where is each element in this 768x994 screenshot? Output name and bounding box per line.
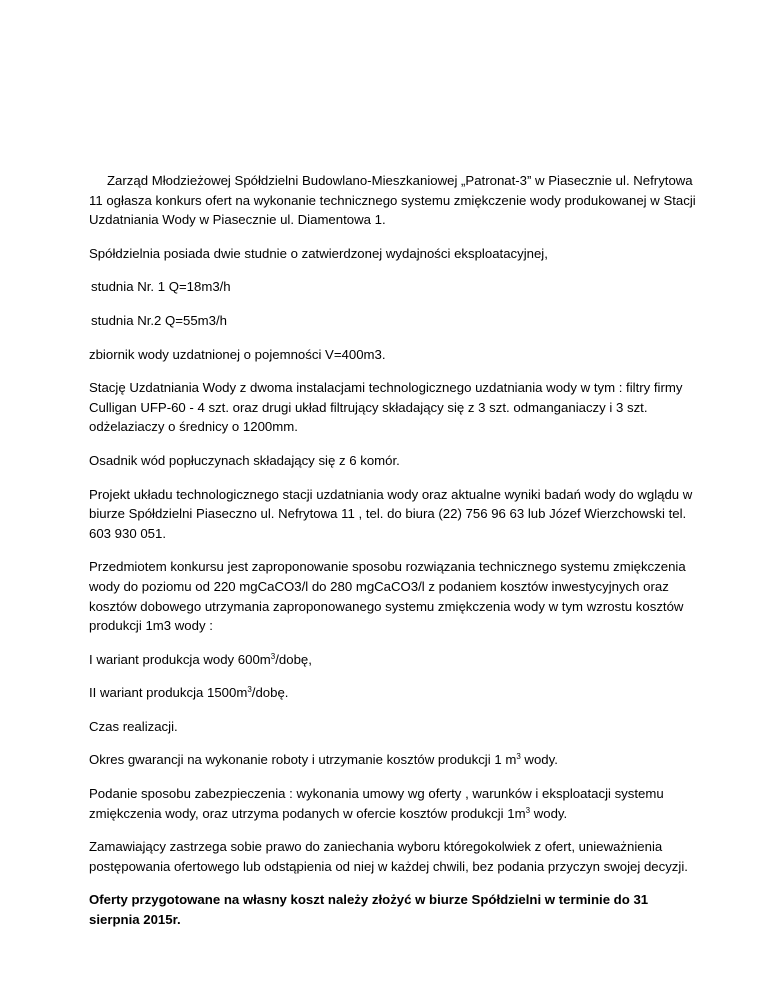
settler-paragraph: Osadnik wód popłuczynach składający się z 6 komór. (89, 452, 400, 468)
reservation-paragraph: Zamawiający zastrzega sobie prawo do zaniechania wyboru któregokolwiek z ofert, unieważnienia postępowania ofertowego lub odstąpienia od niej w każdej chwili, bez podania przyczyn swojej decyzji. (89, 839, 688, 874)
security-paragraph (89, 784, 701, 823)
warranty-superscript: 3 (516, 752, 521, 762)
document-body (89, 171, 701, 944)
variant-1-unit: /dobę, (275, 651, 312, 667)
variant-2-superscript: 3 (247, 685, 252, 695)
security-text: Podanie sposobu zabezpieczenia : wykonania umowy wg oferty , warunków i eksploatacji systemu zmiękczenia wody, oraz utrzyma podanych w ofercie kosztów produkcji 1m (89, 786, 664, 821)
warranty-line (89, 750, 701, 770)
variant-2-line (89, 683, 701, 703)
well-2-line: studnia Nr.2 Q=55m3/h (91, 312, 227, 328)
security-superscript: 3 (525, 805, 531, 815)
variant-2-text: II wariant produkcja 1500m (89, 685, 248, 701)
station-paragraph: Stację Uzdatniania Wody z dwoma instalacjami technologicznego uzdatniania wody w tym : filtry firmy Culligan UFP-60 - 4 szt. oraz drugi układ filtrujący składający się z 3 szt. odmanganiaczy i 3 szt. odżelaziaczy o średnicy o 1200mm. (89, 380, 683, 435)
completion-time-line: Czas realizacji. (89, 718, 178, 734)
warranty-unit: wody. (520, 752, 558, 768)
variant-1-text: I wariant produkcja wody 600m (89, 651, 271, 667)
security-unit: wody. (530, 805, 568, 821)
warranty-text: Okres gwarancji na wykonanie roboty i utrzymanie kosztów produkcji 1 m (89, 752, 517, 768)
well-1-line: studnia Nr. 1 Q=18m3/h (91, 279, 231, 295)
project-paragraph: Projekt układu technologicznego stacji uzdatniania wody oraz aktualne wyniki badań wody do wglądu w biurze Spółdzielni Piaseczno ul. Nefrytowa 11 , tel. do biura (22) 756 96 63 lub Józef Wierzchowski tel. 603 930 051. (89, 486, 693, 541)
variant-1-line (89, 650, 701, 670)
variant-2-unit: /dobę. (251, 685, 289, 701)
variant-1-superscript: 3 (270, 651, 276, 661)
deadline-paragraph: Oferty przygotowane na własny koszt należy złożyć w biurze Spółdzielni w terminie do 31 sierpnia 2015r. (89, 892, 649, 928)
announcement-paragraph: Zarząd Młodzieżowej Spółdzielni Budowlano-Mieszkaniowej „Patronat-3” w Piasecznie ul. Nefrytowa 11 ogłasza konkurs ofert na wykonanie technicznego systemu zmiękczenie wody produkowanej w Stacji Uzdatniania Wody w Piasecznie ul. Diamentowa 1. (89, 173, 696, 228)
tank-paragraph: zbiornik wody uzdatnionej o pojemności V=400m3. (89, 346, 386, 362)
subject-paragraph: Przedmiotem konkursu jest zaproponowanie sposobu rozwiązania technicznego systemu zmiękczenia wody do poziomu od 220 mgCaCO3/l do 280 mgCaCO3/l z podaniem kosztów inwestycyjnych oraz kosztów dobowego utrzymania zaproponowanego systemu zmiękczenia wody w tym wzrostu kosztów produkcji 1m3 wody : (89, 559, 686, 634)
wells-intro-paragraph: Spółdzielnia posiada dwie studnie o zatwierdzonej wydajności eksploatacyjnej, (89, 245, 548, 261)
